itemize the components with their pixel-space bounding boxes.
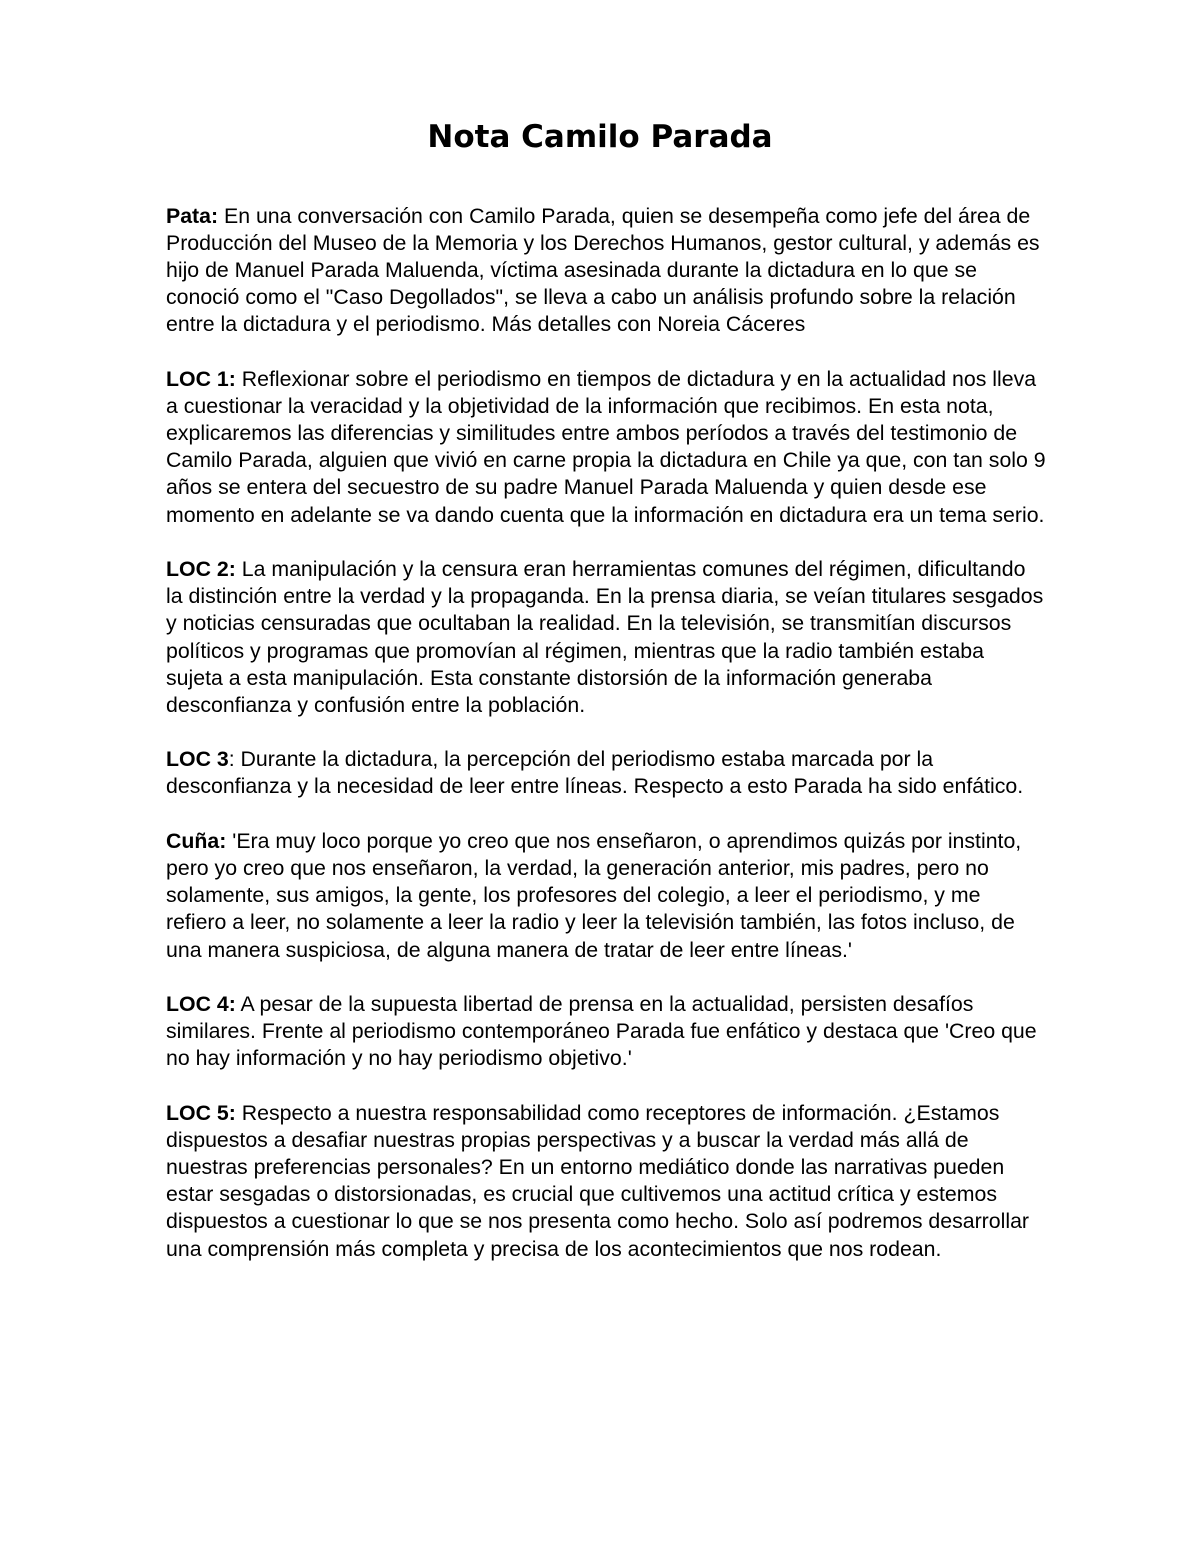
paragraph-cuna — [166, 828, 1046, 963]
paragraph-text: : Durante la dictadura, la percepción del periodismo estaba marcada por la desconfianza y la necesidad de leer entre líneas. Respecto a esto Parada ha sido enfático. — [166, 747, 1024, 799]
paragraph-text: En una conversación con Camilo Parada, quien se desempeña como jefe del área de Producción del Museo de la Memoria y los Derechos Humanos, gestor cultural, y además es hijo de Manuel Parada Maluenda, víctima asesinada durante la dictadura en lo que se conoció como el "Caso Degollados", se lleva a cabo un análisis profundo sobre la relación entre la dictadura y el periodismo. Más detalles con Noreia Cáceres — [166, 204, 1040, 337]
paragraph-loc-4 — [166, 991, 1046, 1072]
paragraph-label: LOC 2: — [166, 557, 236, 582]
paragraph-label: LOC 1: — [166, 367, 236, 392]
paragraph-loc-1 — [166, 366, 1046, 529]
document-body — [166, 203, 1046, 1263]
paragraph-text: 'Era muy loco porque yo creo que nos enseñaron, o aprendimos quizás por instinto, pero yo creo que nos enseñaron, la verdad, la generación anterior, mis padres, pero no solamente, sus amigos, la gente, los profesores del colegio, a leer el periodismo, y me refiero a leer, no solamente a leer la radio y leer la televisión también, las fotos incluso, de una manera suspiciosa, de alguna manera de tratar de leer entre líneas.' — [166, 829, 1022, 962]
paragraph-pata — [166, 203, 1046, 338]
paragraph-text: A pesar de la supuesta libertad de prensa en la actualidad, persisten desafíos similares. Frente al periodismo contemporáneo Parada fue enfático y destaca que 'Creo que no hay información y no hay periodismo objetivo.' — [166, 992, 1037, 1071]
paragraph-text: Respecto a nuestra responsabilidad como receptores de información. ¿Estamos dispuestos a desafiar nuestras propias perspectivas y a buscar la verdad más allá de nuestras preferencias personales? En un entorno mediático donde las narrativas pueden estar sesgadas o distorsionadas, es crucial que cultivemos una actitud crítica y estemos dispuestos a cuestionar lo que se nos presenta como hecho. Solo así podremos desarrollar una comprensión más completa y precisa de los acontecimientos que nos rodean. — [166, 1101, 1030, 1261]
paragraph-loc-3 — [166, 746, 1046, 800]
paragraph-text: La manipulación y la censura eran herramientas comunes del régimen, dificultando la distinción entre la verdad y la propaganda. En la prensa diaria, se veían titulares sesgados y noticias censuradas que ocultaban la realidad. En la televisión, se transmitían discursos políticos y programas que promovían al régimen, mientras que la radio también estaba sujeta a esta manipulación. Esta constante distorsión de la información generaba desconfianza y confusión entre la población. — [166, 557, 1044, 717]
paragraph-label: Cuña: — [166, 829, 227, 854]
paragraph-text: Reflexionar sobre el periodismo en tiempos de dictadura y en la actualidad nos lleva a cuestionar la veracidad y la objetividad de la información que recibimos. En esta nota, explicaremos las diferencias y similitudes entre ambos períodos a través del testimonio de Camilo Parada, alguien que vivió en carne propia la dictadura en Chile ya que, con tan solo 9 años se entera del secuestro de su padre Manuel Parada Maluenda y quien desde ese momento en adelante se va dando cuenta que la información en dictadura era un tema serio. — [166, 367, 1046, 527]
paragraph-label: LOC 5: — [166, 1101, 236, 1126]
paragraph-label: Pata: — [166, 204, 219, 228]
paragraph-label: LOC 3 — [166, 747, 229, 772]
paragraph-loc-2 — [166, 556, 1046, 719]
paragraph-loc-5 — [166, 1100, 1046, 1263]
paragraph-label: LOC 4: — [166, 992, 236, 1017]
document-title: Nota Camilo Parada — [427, 119, 773, 155]
